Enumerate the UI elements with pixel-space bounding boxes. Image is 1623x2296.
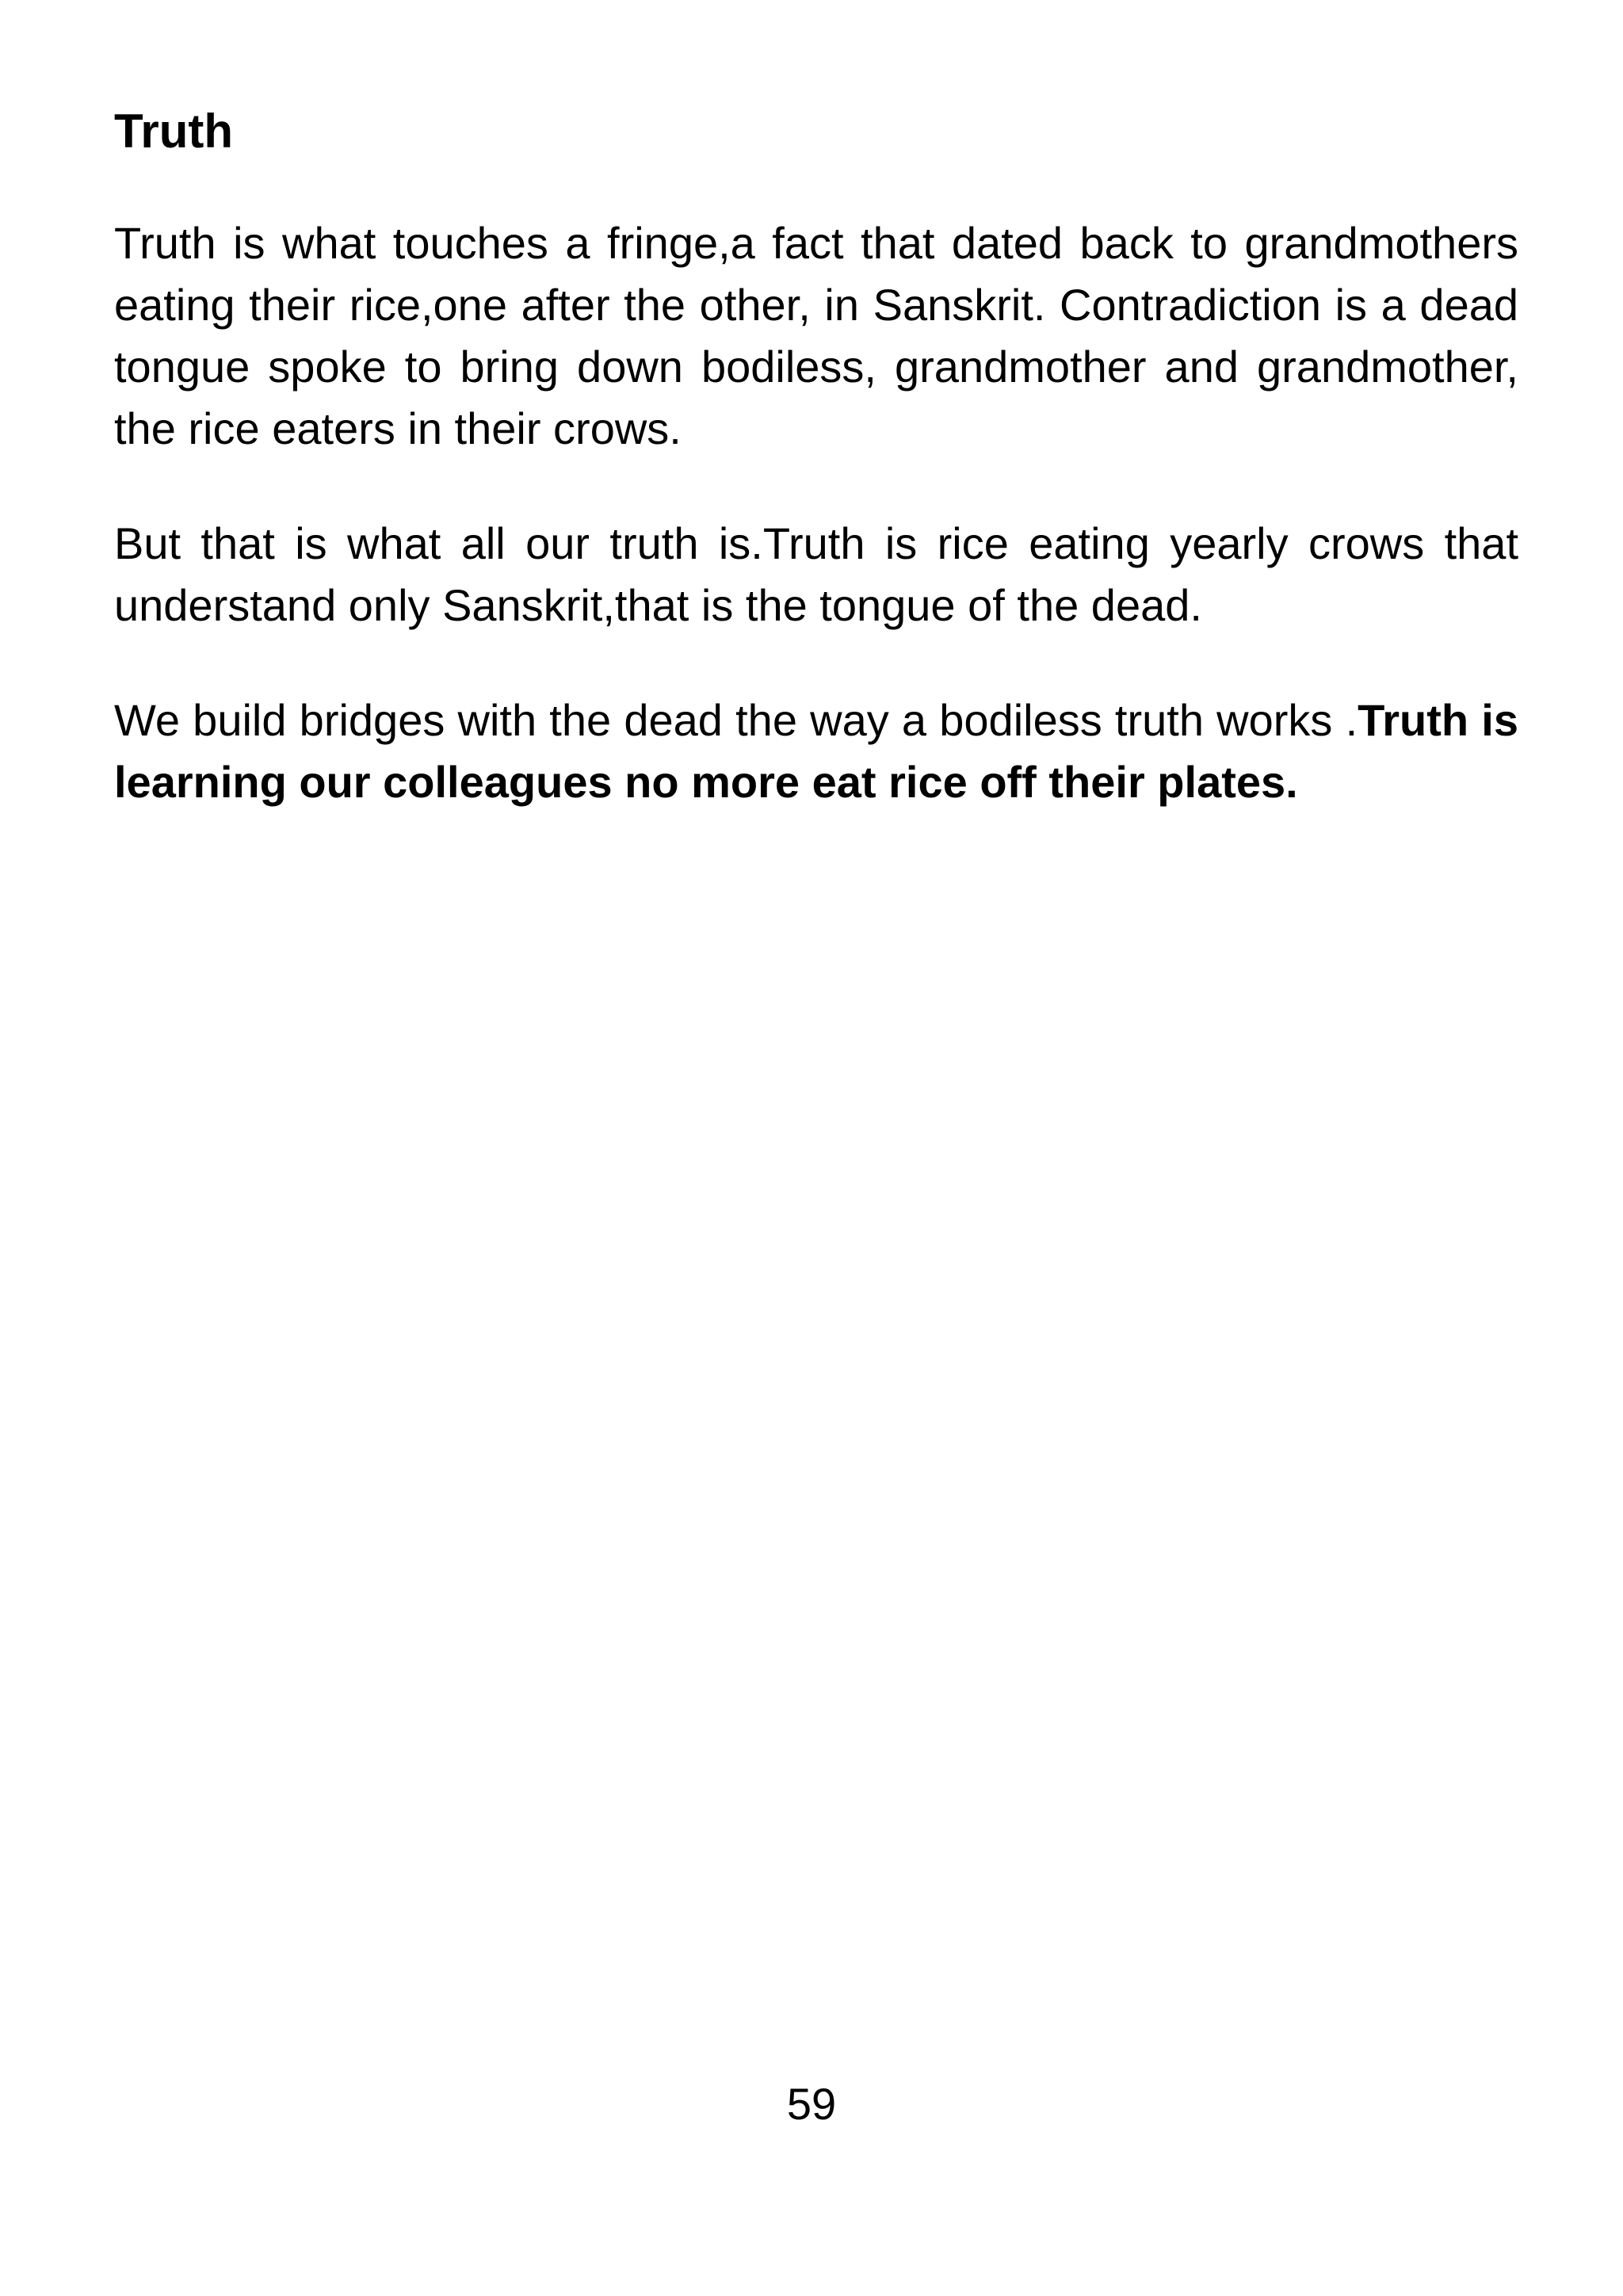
paragraph-3-bold-text: Truth is learning our colleagues no more eat rice off their plates.	[114, 695, 1519, 807]
page-title: Truth	[114, 105, 233, 158]
paragraph-2: But that is what all our truth is.Truth is rice eating yearly crows that understand only Sanskrit,that is the tongue of the dead.	[114, 518, 1518, 630]
paragraph-3	[114, 690, 1518, 813]
paragraph-3-plain-text: We build bridges with the dead the way a bodiless truth works .	[114, 695, 1358, 745]
paragraph-1: Truth is what touches a fringe,a fact that dated back to grandmothers eating their rice,one after the other, in Sanskrit. Contradiction is a dead tongue spoke to bring down bodiless, grandmother and grandmother, the rice eaters in their crows.	[114, 218, 1518, 453]
document-body	[114, 100, 1518, 866]
page-number: 59	[786, 2079, 837, 2129]
